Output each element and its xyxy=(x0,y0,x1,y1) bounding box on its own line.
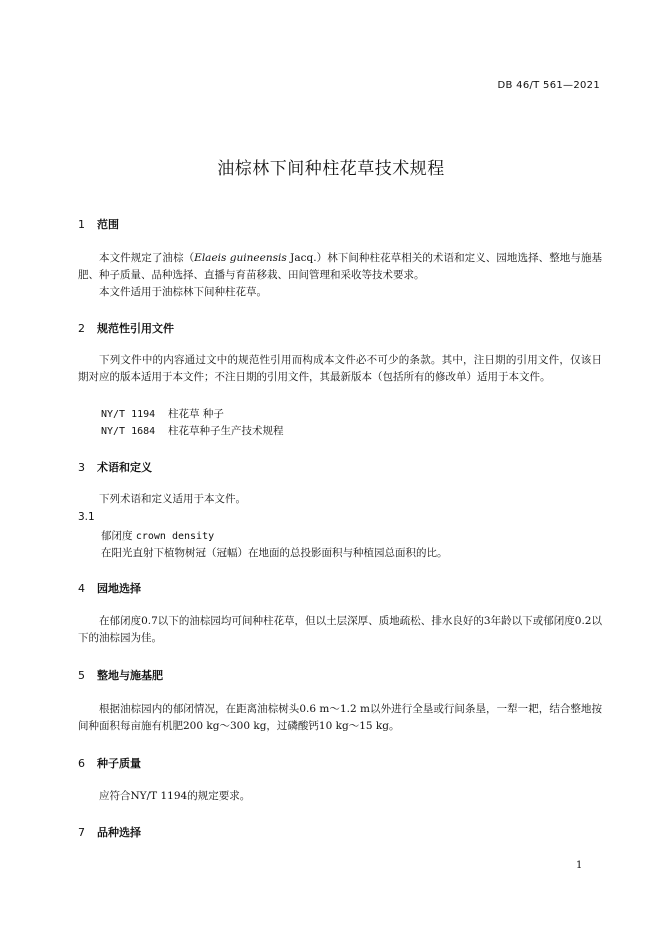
section-title: 术语和定义 xyxy=(97,461,152,474)
section-title: 园地选择 xyxy=(97,582,141,595)
section-title: 种子质量 xyxy=(97,757,141,770)
term-name xyxy=(101,528,214,543)
seed-quality-paragraph: 应符合NY/T 1194的规定要求。 xyxy=(99,790,251,802)
section-number: 6 xyxy=(78,757,85,770)
section-number: 5 xyxy=(78,669,85,682)
term-name-zh: 郁闭度 xyxy=(101,530,133,542)
terms-intro-paragraph: 下列术语和定义适用于本文件。 xyxy=(99,493,246,505)
species-name: Elaeis guineensis xyxy=(194,252,287,264)
section-number: 4 xyxy=(78,582,85,595)
section-number: 3 xyxy=(78,461,85,474)
section-heading-variety-selection xyxy=(78,824,141,840)
term-number: 3.1 xyxy=(78,511,95,523)
reference-title: 柱花草 种子 xyxy=(168,408,224,420)
section-heading-terms-definitions xyxy=(78,459,152,475)
section-heading-scope xyxy=(78,216,119,232)
section-number: 1 xyxy=(78,218,85,231)
text-run: Jacq.）林下间种柱花草相关的术语和定义、园地选择、整地与施基肥、种子质量、品种选择、直播与育苗移栽、田间管理和采收等技术要求。 xyxy=(78,252,603,281)
term-name-en: crown density xyxy=(135,531,215,542)
section-heading-seed-quality xyxy=(78,755,141,771)
page-number: 1 xyxy=(576,860,583,871)
section-heading-land-prep-fertilizer xyxy=(78,667,163,683)
text-run: 本文件规定了油棕（ xyxy=(99,252,195,264)
reference-code: NY/T 1194 xyxy=(101,409,156,420)
section-title: 规范性引用文件 xyxy=(97,322,174,335)
references-paragraph: 下列文件中的内容通过文中的规范性引用而构成本文件必不可少的条款。其中，注日期的引用文件，仅该日期对应的版本适用于本文件；不注日期的引用文件，其最新版本（包括所有的修改单）适用于本文件。 xyxy=(78,354,602,383)
section-number: 7 xyxy=(78,826,85,839)
section-heading-normative-references xyxy=(78,320,174,336)
section-title: 整地与施基肥 xyxy=(97,669,163,682)
reference-title: 柱花草种子生产技术规程 xyxy=(168,425,284,437)
section-title: 范围 xyxy=(97,218,119,231)
document-title: 油棕林下间种柱花草技术规程 xyxy=(217,159,445,179)
section-number: 2 xyxy=(78,322,85,335)
term-definition: 在阳光直射下植物树冠（冠幅）在地面的总投影面积与种植园总面积的比。 xyxy=(101,547,448,559)
land-prep-paragraph: 根据油棕园内的郁闭情况，在距离油棕树头0.6 m～1.2 m以外进行全垦或行间条垦，一犁一耙，结合整地按间种面积每亩施有机肥200 kg～300 kg，过磷酸钙10 kg～15 kg。 xyxy=(78,703,602,732)
reference-item xyxy=(101,406,224,421)
section-heading-site-selection xyxy=(78,580,141,596)
applicability-paragraph: 本文件适用于油棕林下间种柱花草。 xyxy=(99,286,267,298)
site-selection-paragraph: 在郁闭度0.7以下的油棕园均可间种柱花草，但以土层深厚、质地疏松、排水良好的3年龄以下或郁闭度0.2以下的油棕园为佳。 xyxy=(78,615,602,644)
reference-item xyxy=(101,423,284,438)
section-title: 品种选择 xyxy=(97,826,141,839)
reference-code: NY/T 1684 xyxy=(101,426,156,437)
standard-code: DB 46/T 561—2021 xyxy=(497,80,600,91)
scope-paragraph xyxy=(78,250,602,284)
